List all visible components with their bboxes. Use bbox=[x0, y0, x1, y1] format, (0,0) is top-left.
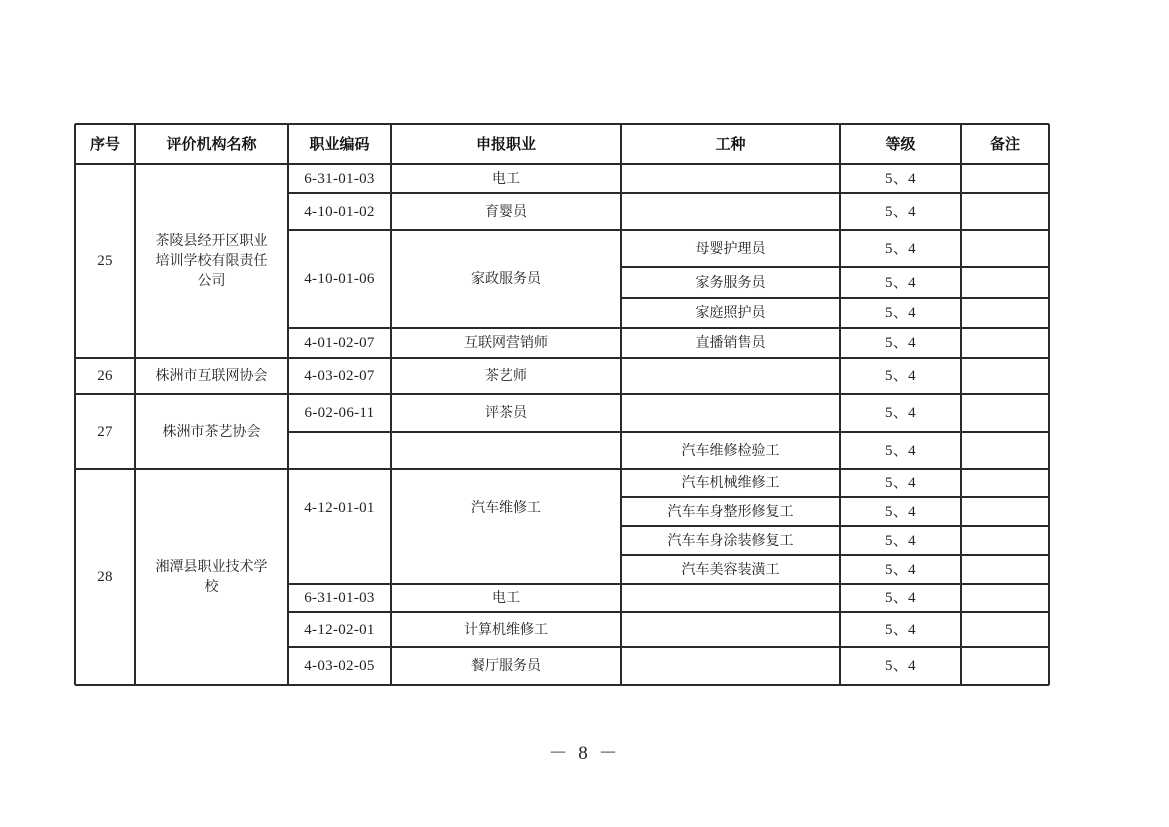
occupation-code: 4-10-01-06 bbox=[304, 271, 375, 287]
table-rule bbox=[288, 583, 1049, 584]
occupation-code: 6-31-01-03 bbox=[304, 170, 375, 187]
level: 5、4 bbox=[885, 590, 916, 606]
occupation-name: 评茶员 bbox=[485, 405, 527, 421]
table-rule bbox=[134, 124, 135, 685]
occupation-code: 4-12-01-01 bbox=[304, 500, 375, 516]
work-type bbox=[621, 193, 840, 230]
institution-name: 株洲市互联网协会 bbox=[155, 368, 268, 384]
level: 5、4 bbox=[885, 532, 916, 549]
table-rule bbox=[960, 124, 961, 685]
work-type bbox=[621, 164, 840, 193]
level: 5、4 bbox=[885, 442, 916, 459]
level: 5、4 bbox=[885, 621, 916, 638]
sequence-number: 28 bbox=[97, 569, 113, 585]
work-type: 母婴护理员 bbox=[695, 240, 766, 257]
table-rule bbox=[621, 554, 1049, 555]
table-rule bbox=[288, 327, 1049, 328]
table-rule bbox=[288, 431, 1049, 432]
header-worktype: 工种 bbox=[715, 135, 746, 153]
work-type: 汽车美容装潢工 bbox=[681, 561, 780, 578]
header-seq: 序号 bbox=[89, 135, 120, 153]
table-rule bbox=[74, 124, 75, 685]
table-rule bbox=[839, 124, 840, 685]
table-rule bbox=[288, 646, 1049, 647]
table-rule bbox=[621, 297, 1049, 298]
table-rule bbox=[621, 266, 1049, 267]
table-rule bbox=[1048, 124, 1049, 685]
work-type: 汽车车身整形修复工 bbox=[667, 503, 794, 520]
header-level: 等级 bbox=[885, 135, 916, 153]
institution-name: 湘潭县职业技术学 校 bbox=[155, 559, 268, 595]
sequence-number: 25 bbox=[97, 253, 113, 269]
occupation-name: 电工 bbox=[492, 590, 520, 606]
level: 5、4 bbox=[885, 335, 916, 351]
level: 5、4 bbox=[885, 203, 916, 220]
header-occupation: 申报职业 bbox=[475, 135, 536, 153]
occupation-code: 4-03-02-07 bbox=[304, 368, 375, 384]
work-type: 家庭照护员 bbox=[695, 305, 766, 321]
level: 5、4 bbox=[885, 503, 916, 520]
page-number: － 8 － bbox=[548, 743, 621, 764]
header-code: 职业编码 bbox=[309, 135, 370, 153]
work-type bbox=[621, 584, 840, 612]
occupation-name: 计算机维修工 bbox=[464, 621, 548, 638]
institution-name: 株洲市茶艺协会 bbox=[162, 423, 261, 440]
work-type: 汽车维修检验工 bbox=[681, 442, 780, 459]
table-rule bbox=[620, 124, 621, 685]
work-type: 直播销售员 bbox=[695, 335, 766, 351]
sequence-number: 27 bbox=[97, 423, 113, 440]
header-remark: 备注 bbox=[989, 135, 1020, 153]
level: 5、4 bbox=[885, 658, 916, 674]
sequence-number: 26 bbox=[97, 368, 113, 384]
table-rule bbox=[75, 684, 1049, 685]
level: 5、4 bbox=[885, 368, 916, 384]
occupation-name: 汽车维修工 bbox=[471, 500, 541, 516]
table-rule bbox=[75, 393, 1049, 394]
occupation-name: 茶艺师 bbox=[485, 368, 527, 384]
occupation-name: 育婴员 bbox=[485, 203, 527, 220]
level: 5、4 bbox=[885, 305, 916, 321]
table-rule bbox=[288, 611, 1049, 612]
table-rule bbox=[621, 496, 1049, 497]
table-rule bbox=[288, 192, 1049, 193]
level: 5、4 bbox=[885, 240, 916, 257]
work-type bbox=[621, 647, 840, 685]
table-rule bbox=[75, 468, 1049, 469]
occupation-code: 4-01-02-07 bbox=[304, 335, 375, 351]
work-type: 汽车车身涂装修复工 bbox=[667, 532, 794, 549]
work-type bbox=[621, 394, 840, 432]
occupation-name: 电工 bbox=[492, 170, 520, 187]
table-rule bbox=[288, 229, 1049, 230]
header-org: 评价机构名称 bbox=[166, 135, 257, 153]
work-type: 汽车机械维修工 bbox=[681, 475, 780, 491]
occupation-name: 家政服务员 bbox=[471, 271, 541, 287]
occupation-code: 4-10-01-02 bbox=[304, 203, 375, 220]
work-type bbox=[621, 358, 840, 394]
occupation-code: 4-12-02-01 bbox=[304, 621, 375, 638]
level: 5、4 bbox=[885, 475, 916, 491]
level: 5、4 bbox=[885, 274, 916, 291]
table-rule bbox=[75, 357, 1049, 358]
work-type: 家务服务员 bbox=[695, 274, 766, 291]
table-rule bbox=[75, 163, 1049, 164]
table-rule bbox=[287, 124, 288, 685]
occupation-code: 4-03-02-05 bbox=[304, 658, 375, 674]
level: 5、4 bbox=[885, 405, 916, 421]
occupation-code: 6-31-01-03 bbox=[304, 590, 375, 606]
institution-name: 茶陵县经开区职业 培训学校有限责任 公司 bbox=[155, 233, 268, 289]
table-rule bbox=[621, 525, 1049, 526]
occupation-name: 互联网营销师 bbox=[464, 335, 548, 351]
evaluation-institution-table bbox=[75, 124, 1049, 685]
table-rule bbox=[75, 123, 1049, 124]
table-rule bbox=[390, 124, 391, 685]
work-type bbox=[621, 612, 840, 647]
level: 5、4 bbox=[885, 561, 916, 578]
level: 5、4 bbox=[885, 170, 916, 187]
occupation-name: 餐厅服务员 bbox=[471, 658, 541, 674]
occupation-code: 6-02-06-11 bbox=[304, 405, 375, 421]
